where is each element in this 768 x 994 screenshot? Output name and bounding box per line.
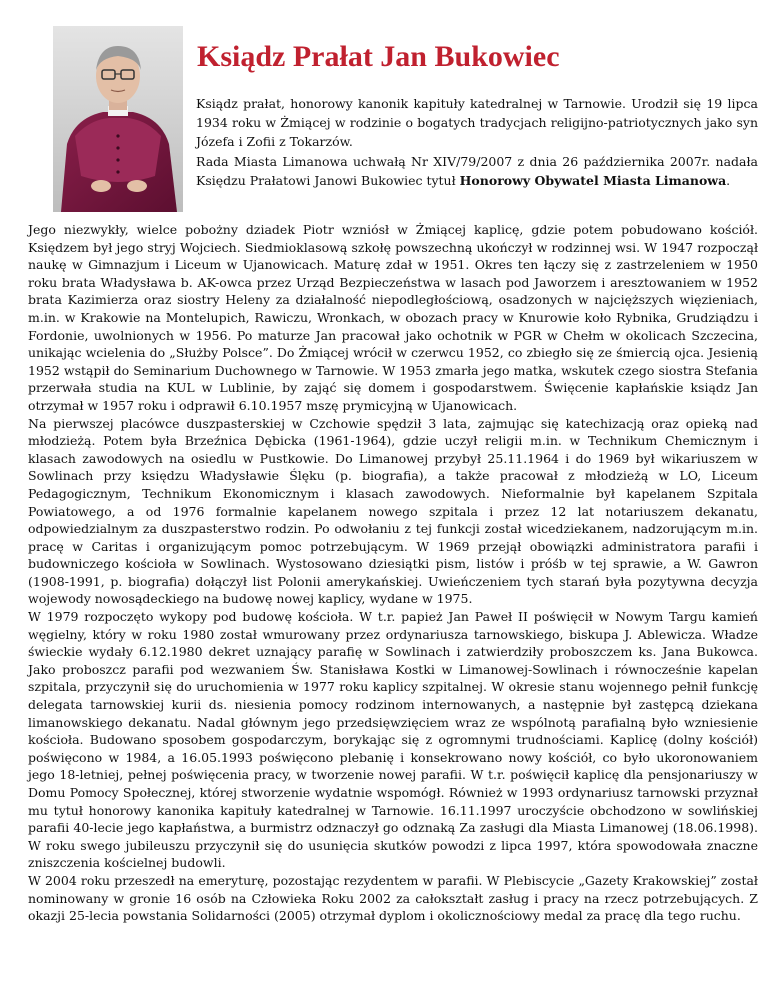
intro-end: . bbox=[726, 173, 731, 188]
body-paragraph: W 1979 rozpoczęto wykopy pod budowę kościoła. W t.r. papież Jan Paweł II poświęcił w Nowym Targu kamień węgielny, który w roku 1980 został wmurowany przez ordynariusza tarnowskiego, biskupa J. Ablewicza. Władze świeckie wydały 6.12.1980 dekret uznający parafię w Sowlinach i zatwierdziły proboszczem ks. Jana Bukowca. Jako proboszcz parafii pod wezwaniem Św. Stanisława Kostki w Limanowej-Sowlinach i równocześnie kapelan szpitala, przyczynił się do uruchomienia w 1977 roku kaplicy szpitalnej. W okresie stanu wojennego pełnił funkcję delegata tarnowskiej kurii ds. niesienia pomocy rodzinom internowanych, a następnie był zastępcą dziekana limanowskiego dekanatu. Nadal głównym jego przedsięwzięciem wraz ze wspólnotą parafialną było wzniesienie kościoła. Budowano sposobem gospodarczym, borykając się z ogromnymi trudnościami. Kaplicę (dolny kościół) poświęcono w 1984, a 16.05.1993 poświęcono plebanię i konsekrowano nowy kościół, co było ukoronowaniem jego 18-letniej, pełnej poświęcenia pracy, w tworzenie nowej parafii. W t.r. poświęcił kaplicę dla pensjonariuszy w Domu Pomocy Społecznej, której stworzenie wydatnie wspomógł. Również w 1993 ordynariusz tarnowski przyznał mu tytuł honorowy kanonika kapituły katedralnej w Tarnowie. 16.11.1997 uroczyście obchodzono w sowlińskiej parafii 40-lecie jego kapłaństwa, a burmistrz odznaczył go odznaką Za zasługi dla Miasta Limanowej (18.06.1998). W roku swego jubileuszu przyczynił się do usunięcia skutków powodzi z lipca 1997, która spowodowała znaczne zniszczenia kościelnej budowli. bbox=[28, 609, 758, 871]
intro-text: Rada Miasta Limanowa uchwałą Nr XIV/79/2007 z dnia 26 października 2007r. nadała Księdzu Prałatowi Janowi Bukowiec tytuł bbox=[196, 154, 758, 188]
biography-body bbox=[28, 221, 758, 925]
intro-paragraph-1: Ksiądz prałat, honorowy kanonik kapituły katedralnej w Tarnowie. Urodził się 19 lipca 1934 roku w Żmiącej w rodzinie o bogatych tradycjach religijno-patriotycznych jako syn Józefa i Zofii z Tokarzów. bbox=[196, 96, 758, 149]
honorary-title: Honorowy Obywatel Miasta Limanowa bbox=[459, 173, 727, 188]
body-paragraph: W 2004 roku przeszedł na emeryturę, pozostając rezydentem w parafii. W Plebiscycie „Gazety Krakowskiej” został nominowany w gronie 16 osób na Człowieka Roku 2002 za całokształt zasług i pracy na rzecz potrzebujących. Z okazji 25-lecia powstania Solidarności (2005) otrzymał dyplom i okolicznościowy medal za pracę dla tego ruchu. bbox=[28, 872, 758, 924]
body-paragraph: Jego niezwykły, wielce pobożny dziadek Piotr wzniósł w Żmiącej kaplicę, gdzie potem pobudowano kościół. Księdzem był jego stryj Wojciech. Siedmioklasową szkołę powszechną ukończył w rodzinnej wsi. W 1947 rozpoczął naukę w Gimnazjum i Liceum w Ujanowicach. Maturę zdał w 1951. Okres ten łączy się z zastrzeleniem w 1950 roku brata Władysława b. AK-owca przez Urząd Bezpieczeństwa w lasach pod Jaworzem i aresztowaniem w 1952 brata Kazimierza oraz siostry Heleny za działalność niepodległościową, osadzonych w najcięższych więzieniach, m.in. w Krakowie na Montelupich, Rawiczu, Wronkach, w obozach pracy w Knurowie koło Rybnika, Grudziądzu i Fordonie, uwolnionych w 1956. Po maturze Jan pracował jako ochotnik w PGR w Chełm w okolicach Szczecina, unikając wcielenia do „Służby Polsce”. Do Żmiącej wrócił w czerwcu 1952, co zbiegło się ze śmiercią ojca. Jesienią 1952 wstąpił do Seminarium Duchownego w Tarnowie. W 1953 zmarła jego matka, wskutek czego siostra Stefania przerwała studia na KUL w Lublinie, by zająć się domem i gospodarstwem. Święcenie kapłańskie ksiądz Jan otrzymał w 1957 roku i odprawił 6.10.1957 mszę prymicyjną w Ujanowicach. bbox=[28, 222, 758, 413]
portrait-photo bbox=[53, 26, 183, 212]
page-title: Ksiądz Prałat Jan Bukowiec bbox=[197, 40, 560, 73]
body-paragraph: Na pierwszej placówce duszpasterskiej w Czchowie spędził 3 lata, zajmując się katechizacją oraz opieką nad młodzieżą. Potem była Brzeźnica Dębicka (1961-1964), gdzie uczył religii m.in. w Technikum Chemicznym i klasach zawodowych na osiedlu w Pustkowie. Do Limanowej przybył 25.11.1964 i do 1969 był wikariuszem w Sowlinach przy księdzu Władysławie Ślęku (p. biografia), a także pracował z młodzieżą w LO, Liceum Pedagogicznym, Technikum Ekonomicznym i klasach zawodowych. Nieformalnie był kapelanem Szpitala Powiatowego, a od 1976 formalnie kapelanem nowego szpitala i przez 12 lat notariuszem dekanatu, odpowiedzialnym za duszpasterstwo rodzin. Po odwołaniu z tej funkcji został wicedziekanem, nadzorującym m.in. pracę w Caritas i organizującym pomoc potrzebującym. W 1969 przejął obowiązki administratora parafii i budowniczego kościoła w Sowlinach. Wystosowano dziesiątki pism, listów i próśb w tej sprawie, a W. Gawron (1908-1991, p. biografia) dołączył list Polonii amerykańskiej. Uwieńczeniem tych starań była pozytywna decyzja wojewody nowosądeckiego na budowę nowej kaplicy, wydane w 1975. bbox=[28, 415, 758, 607]
intro-paragraph-2 bbox=[196, 152, 758, 190]
